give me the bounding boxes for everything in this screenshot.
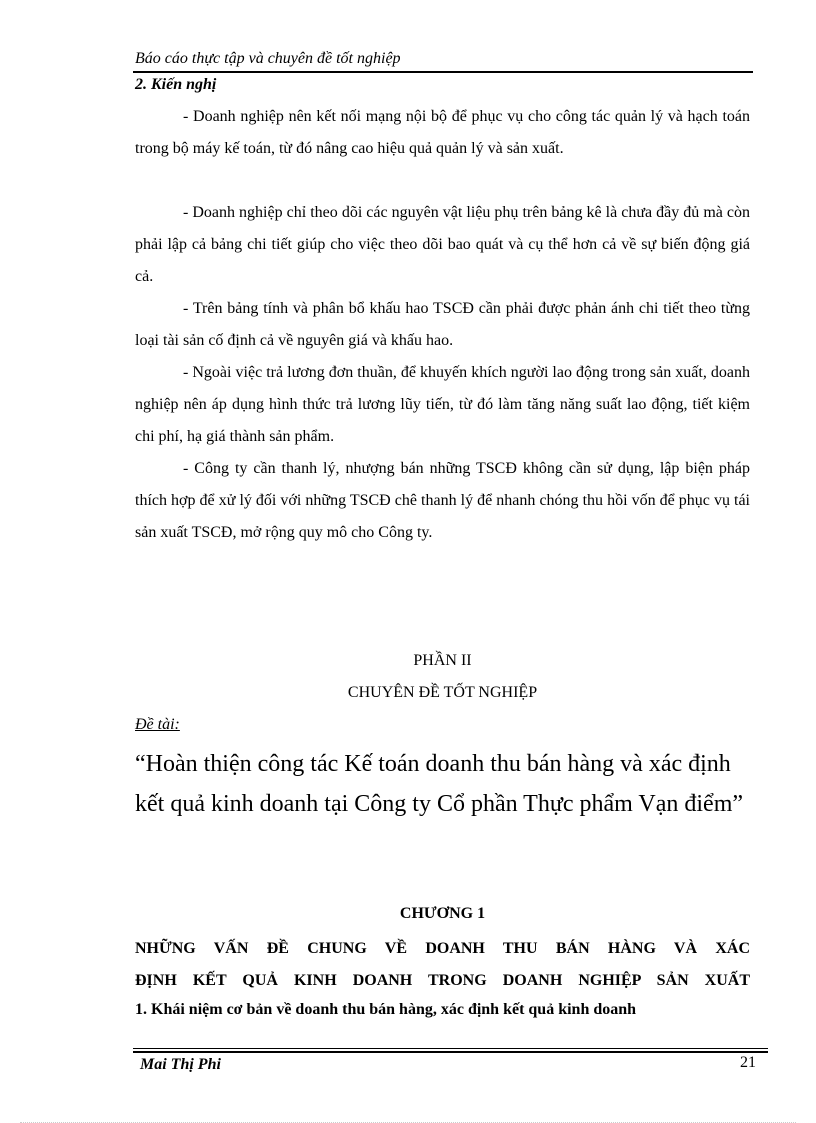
- chapter-title-line: NHỮNG VẤN ĐỀ CHUNG VỀ DOANH THU BÁN HÀNG VÀ XÁC: [135, 940, 750, 957]
- part-title: CHUYÊN ĐỀ TỐT NGHIỆP: [347, 684, 538, 701]
- recommendation-paragraph: - Trên bảng tính và phân bổ khấu hao TSCĐ cần phải được phản ánh chi tiết theo từng loại tài sản cố định cả về nguyên giá và khấu hao.: [135, 300, 750, 349]
- recommendation-paragraph: - Ngoài việc trả lương đơn thuần, để khuyến khích người lao động trong sản xuất, doanh nghiệp nên áp dụng hình thức trả lương lũy tiến, từ đó làm tăng năng suất lao động, tiết kiệm chi phí, hạ giá thành sản phẩm.: [135, 364, 750, 445]
- footer-rule: [133, 1048, 768, 1049]
- part-label: PHẦN II: [413, 652, 472, 669]
- recommendation-paragraph: - Doanh nghiệp chỉ theo dõi các nguyên vật liệu phụ trên bảng kê là chưa đầy đủ mà còn phải lập cả bảng chi tiết giúp cho việc theo dõi bao quát và cụ thể hơn cả về sự biến động giá cả.: [135, 204, 750, 285]
- footer-author: Mai Thị Phi: [140, 1056, 221, 1073]
- recommendation-paragraph: - Công ty cần thanh lý, nhượng bán những TSCĐ không cần sử dụng, lập biện pháp thích hợp để xử lý đối với những TSCĐ chê thanh lý để nhanh chóng thu hồi vốn để phục vụ tái sản xuất TSCĐ, mở rộng quy mô cho Công ty.: [135, 460, 750, 541]
- chapter-title: [135, 933, 750, 997]
- subsection-heading: 1. Khái niệm cơ bản về doanh thu bán hàng, xác định kết quả kinh doanh: [135, 1001, 637, 1018]
- page-number: 21: [740, 1054, 756, 1071]
- running-header: Báo cáo thực tập và chuyên đề tốt nghiệp: [135, 50, 401, 67]
- chapter-label: CHƯƠNG 1: [399, 905, 486, 922]
- topic-title: “Hoàn thiện công tác Kế toán doanh thu bán hàng và xác định kết quả kinh doanh tại Công ty Cổ phần Thực phẩm Vạn điểm”: [135, 751, 744, 817]
- footer-rule: [133, 1051, 768, 1053]
- header-rule: [133, 71, 753, 73]
- recommendation-paragraph: - Doanh nghiệp nên kết nối mạng nội bộ để phục vụ cho công tác quản lý và hạch toán trong bộ máy kế toán, từ đó nâng cao hiệu quả quản lý và sản xuất.: [135, 108, 750, 157]
- section-title: 2. Kiến nghị: [135, 76, 217, 93]
- chapter-title-line: ĐỊNH KẾT QUẢ KINH DOANH TRONG DOANH NGHIỆP SẢN XUẤT: [135, 972, 750, 989]
- topic-label: Đề tài:: [135, 716, 180, 733]
